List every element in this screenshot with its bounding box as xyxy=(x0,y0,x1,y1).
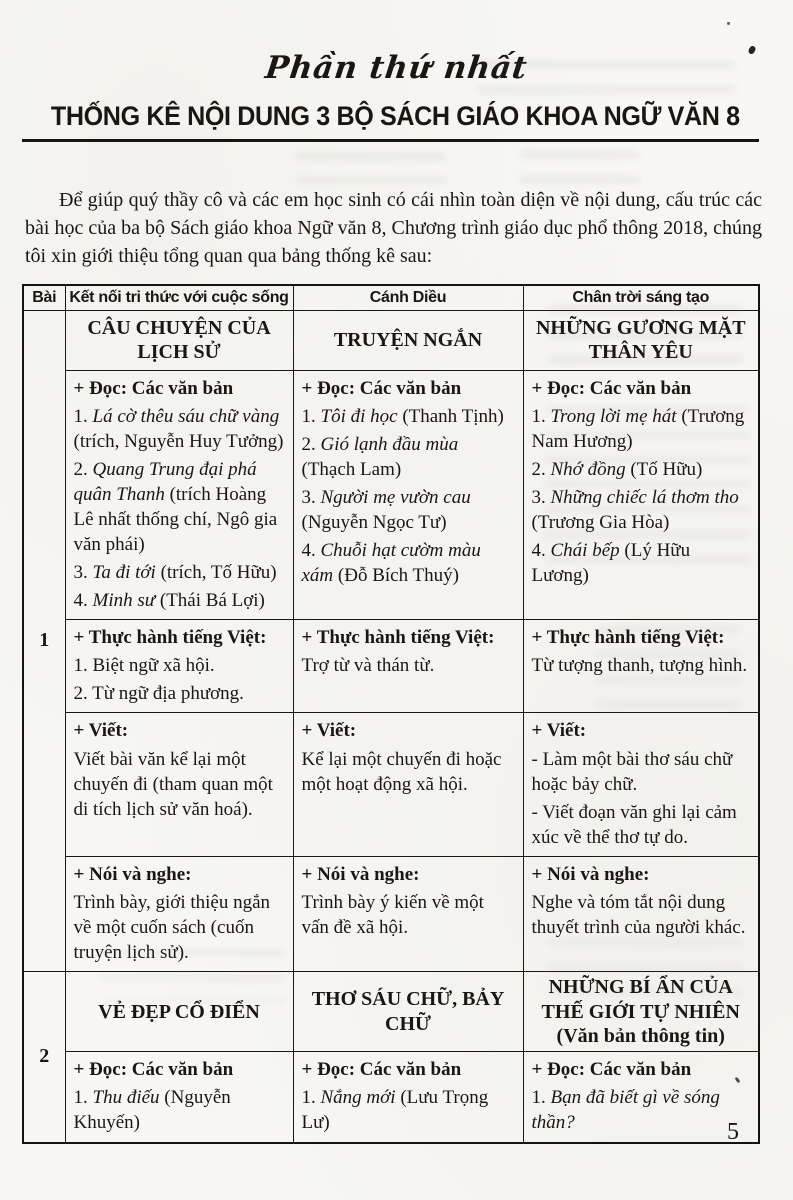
title-underline-rule xyxy=(22,139,759,142)
bai1-noi-nghe-kntt: + Nói và nghe: Trình bày, giới thiệu ngắn về một cuốn sách (cuốn truyện lịch sử). xyxy=(65,856,293,971)
bai1-number-cell: 1 xyxy=(23,310,65,972)
textbook-comparison-table xyxy=(22,284,760,1144)
bai2-doc-ctst: + Đọc: Các văn bản 1. Bạn đã biết gì về sóng thần? xyxy=(523,1052,759,1143)
table-row xyxy=(23,620,759,713)
intro-paragraph: Để giúp quý thầy cô và các em học sinh có cái nhìn toàn diện về nội dung, cấu trúc các bài học của ba bộ Sách giáo khoa Ngữ văn 8, Chương trình giáo dục phổ thông 2018, chúng tôi xin giới thiệu tổng quan qua bảng thống kê sau: xyxy=(25,189,762,267)
bai1-doc-ctst: + Đọc: Các văn bản 1. Trong lời mẹ hát (Trương Nam Hương) 2. Nhớ đồng (Tố Hữu) 3. Những chiếc lá thơm tho (Trương Gia Hòa) 4. Chái bếp (Lý Hữu Lương) xyxy=(523,370,759,620)
table-row xyxy=(23,713,759,856)
bai1-viet-cd: + Viết: Kể lại một chuyến đi hoặc một hoạt động xã hội. xyxy=(293,713,523,856)
column-header-canh-dieu: Cánh Diều xyxy=(293,285,523,310)
table-row xyxy=(23,1052,759,1143)
bai1-viet-ctst: + Viết: - Làm một bài thơ sáu chữ hoặc bảy chữ. - Viết đoạn văn ghi lại cảm xúc về thể thơ tự do. xyxy=(523,713,759,856)
bai1-viet-kntt: + Viết: Viết bài văn kể lại một chuyến đi (tham quan một di tích lịch sử văn hoá). xyxy=(65,713,293,856)
bai1-tieng-viet-cd: + Thực hành tiếng Việt: Trợ từ và thán từ. xyxy=(293,620,523,713)
bleedthrough-artifact xyxy=(520,150,640,186)
bleedthrough-artifact xyxy=(296,152,446,184)
bai2-doc-cd: + Đọc: Các văn bản 1. Nắng mới (Lưu Trọng Lư) xyxy=(293,1052,523,1143)
table-row xyxy=(23,310,759,370)
column-header-bai: Bài xyxy=(23,285,65,310)
page-number: 5 xyxy=(727,1119,739,1145)
part-label: Phần thứ nhất xyxy=(263,50,530,86)
bai2-unit-title-cd: THƠ SÁU CHỮ, BẢY CHỮ xyxy=(293,972,523,1052)
bai1-unit-title-cd: TRUYỆN NGẮN xyxy=(293,310,523,370)
column-header-chan-troi-sang-tao: Chân trời sáng tạo xyxy=(523,285,759,310)
bai2-number-cell: 2 xyxy=(23,972,65,1143)
bai1-unit-title-ctst: NHỮNG GƯƠNG MẶT THÂN YÊU xyxy=(523,310,759,370)
bai1-doc-cd: + Đọc: Các văn bản 1. Tôi đi học (Thanh Tịnh) 2. Gió lạnh đầu mùa (Thạch Lam) 3. Người mẹ vườn cau (Nguyễn Ngọc Tư) 4. Chuỗi hạt cườm màu xám (Đỗ Bích Thuý) xyxy=(293,370,523,620)
bai1-tieng-viet-ctst: + Thực hành tiếng Việt: Từ tượng thanh, tượng hình. xyxy=(523,620,759,713)
scan-speck xyxy=(727,22,730,25)
table-row xyxy=(23,856,759,971)
column-header-ket-noi-tri-thuc: Kết nối tri thức với cuộc sống xyxy=(65,285,293,310)
table-row xyxy=(23,370,759,620)
bai2-unit-title-kntt: VẺ ĐẸP CỔ ĐIỂN xyxy=(65,972,293,1052)
bai2-unit-title-ctst: NHỮNG BÍ ẨN CỦA THẾ GIỚI TỰ NHIÊN (Văn bản thông tin) xyxy=(523,972,759,1052)
bai1-doc-kntt: + Đọc: Các văn bản 1. Lá cờ thêu sáu chữ vàng (trích, Nguyễn Huy Tưởng) 2. Quang Trung đại phá quân Thanh (trích Hoàng Lê nhất thống chí, Ngô gia văn phái) 3. Ta đi tới (trích, Tố Hữu) 4. Minh sư (Thái Bá Lợi) xyxy=(65,370,293,620)
bai1-unit-title-kntt: CÂU CHUYỆN CỦA LỊCH SỬ xyxy=(65,310,293,370)
bai2-doc-kntt: + Đọc: Các văn bản 1. Thu điếu (Nguyễn Khuyến) xyxy=(65,1052,293,1143)
table-row xyxy=(23,972,759,1052)
bai1-noi-nghe-ctst: + Nói và nghe: Nghe và tóm tắt nội dung thuyết trình của người khác. xyxy=(523,856,759,971)
bai1-noi-nghe-cd: + Nói và nghe: Trình bày ý kiến về một vấn đề xã hội. xyxy=(293,856,523,971)
bai1-tieng-viet-kntt: + Thực hành tiếng Việt: 1. Biệt ngữ xã hội. 2. Từ ngữ địa phương. xyxy=(65,620,293,713)
table-header-row xyxy=(23,285,759,310)
page-title: THỐNG KÊ NỘI DUNG 3 BỘ SÁCH GIÁO KHOA NGỮ VĂN 8 xyxy=(50,101,740,131)
